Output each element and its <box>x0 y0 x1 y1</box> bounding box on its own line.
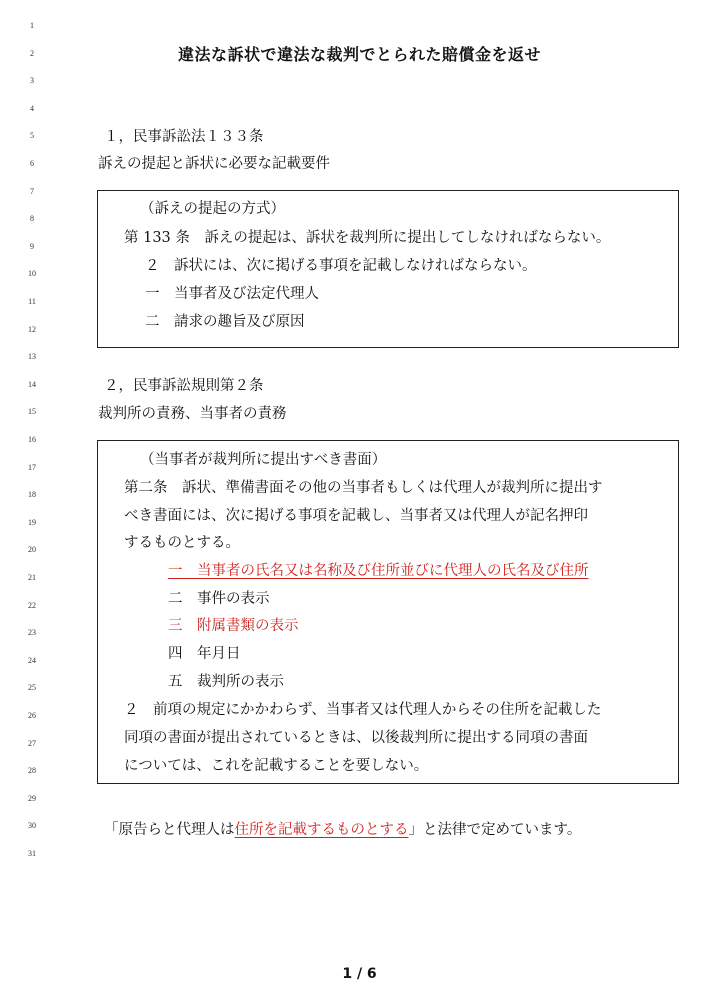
line-number: 28 <box>28 766 36 776</box>
statute-133-caption: （訴えの提起の方式） <box>140 201 285 217</box>
line-number: 23 <box>28 628 36 638</box>
line-number: 27 <box>28 738 36 748</box>
line-number: 6 <box>30 159 34 168</box>
statute-133-para2: ２ 訴状には、次に掲げる事項を記載しなければならない。 <box>145 258 537 274</box>
line-number: 1 <box>30 21 34 30</box>
line-number: 24 <box>28 655 36 665</box>
section2-heading: ２，民事訴訟規則第２条 <box>104 378 264 394</box>
line-number: 26 <box>28 711 36 720</box>
line-number: 21 <box>28 573 36 582</box>
conclusion-highlight: 住所を記載するものとする <box>234 822 409 838</box>
rule-2-article-line2: べき書面には、次に掲げる事項を記載し、当事者又は代理人が記名押印 <box>124 508 588 524</box>
document-title: 違法な訴状で違法な裁判でとられた賠償金を返せ <box>177 45 541 64</box>
line-number: 30 <box>28 821 36 831</box>
line-number: 29 <box>28 793 36 803</box>
line-number: 31 <box>28 849 36 858</box>
conclusion <box>104 820 581 840</box>
section2-subheading: 裁判所の責務、当事者の責務 <box>98 406 287 422</box>
line-number: 13 <box>28 352 36 362</box>
statute-133-item2: 二 請求の趣旨及び原因 <box>145 314 305 330</box>
rule-2-item4: 四 年月日 <box>168 646 241 662</box>
rule-2-para2-line3: については、これを記載することを要しない。 <box>124 758 429 774</box>
line-number: 3 <box>30 76 34 86</box>
line-number: 2 <box>30 48 34 58</box>
rule-2-para2-line2: 同項の書面が提出されているときは、以後裁判所に提出する同項の書面 <box>124 730 588 746</box>
line-number: 17 <box>28 462 36 472</box>
line-number: 16 <box>28 435 36 444</box>
rule-2-para2-line1: ２ 前項の規定にかかわらず、当事者又は代理人からその住所を記載した <box>124 702 602 718</box>
section1-subheading: 訴えの提起と訴状に必要な記載要件 <box>98 156 330 172</box>
line-number: 20 <box>28 545 36 555</box>
statute-133-article: 第 133 条 訴えの提起は、訴状を裁判所に提出してしなければならない。 <box>124 230 611 246</box>
line-number: 25 <box>28 683 36 693</box>
page-indicator: 1 / 6 <box>342 966 377 982</box>
section1-heading: １，民事訴訟法１３３条 <box>104 129 264 145</box>
line-number: 15 <box>28 407 36 417</box>
line-number: 9 <box>30 241 34 251</box>
line-number: 4 <box>30 103 34 113</box>
rule-2-item2: 二 事件の表示 <box>168 591 270 607</box>
line-number: 19 <box>28 517 36 527</box>
line-number: 14 <box>28 379 36 389</box>
conclusion-after: 」と法律で定めています。 <box>408 822 582 838</box>
line-number: 8 <box>30 214 34 224</box>
line-number: 22 <box>28 600 36 610</box>
conclusion-before: 「原告らと代理人は <box>104 822 235 838</box>
line-number: 12 <box>28 324 36 334</box>
rule-2-item3-highlighted: 三 附属書類の表示 <box>168 618 299 634</box>
line-number: 7 <box>30 186 34 196</box>
rule-2-item5: 五 裁判所の表示 <box>168 674 284 690</box>
line-number: 10 <box>28 269 36 279</box>
line-number: 18 <box>28 490 36 500</box>
statute-133-item1: 一 当事者及び法定代理人 <box>145 286 319 302</box>
line-number: 11 <box>28 297 36 306</box>
rule-2-article-line1: 第二条 訴状、準備書面その他の当事者もしくは代理人が裁判所に提出す <box>124 480 603 496</box>
rule-2-item1-highlighted: 一 当事者の氏名又は名称及び住所並びに代理人の氏名及び住所 <box>168 563 589 579</box>
line-number: 5 <box>30 131 34 141</box>
rule-2-article-line3: するものとする。 <box>124 535 240 551</box>
rule-2-caption: （当事者が裁判所に提出すべき書面） <box>140 452 387 468</box>
